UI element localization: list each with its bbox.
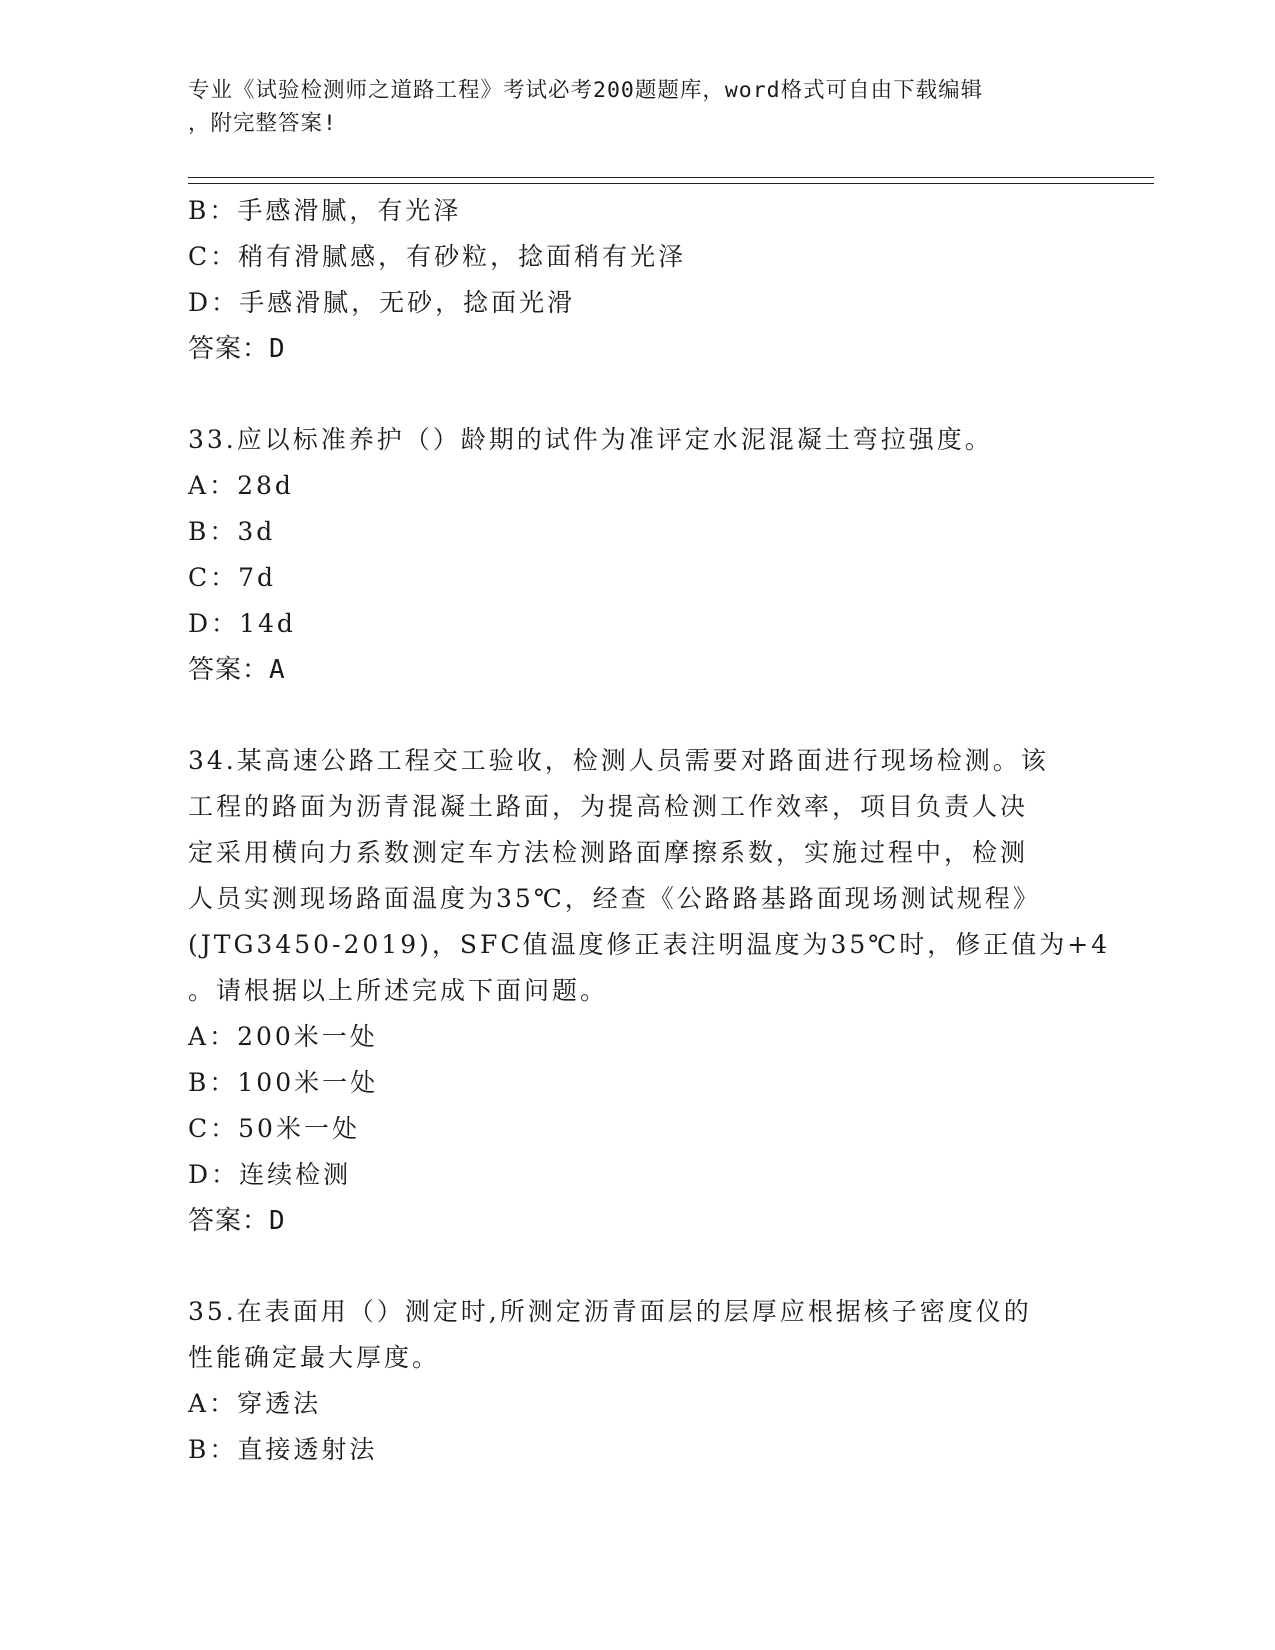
answer-line: 答案：D [188, 1206, 286, 1236]
spacer [188, 1244, 1088, 1289]
option-text: 手感滑腻，有光泽 [237, 196, 462, 225]
option-d: D：14d [188, 609, 296, 638]
option-text: 连续检测 [239, 1160, 352, 1189]
question-35 [188, 1289, 1088, 1473]
spacer [188, 372, 1088, 417]
option-text: 稍有滑腻感，有砂粒，捻面稍有光泽 [238, 242, 687, 271]
question-stem-line: 。请根据以上所述完成下面问题。 [188, 976, 609, 1005]
question-stem-line: 34.某高速公路工程交工验收，检测人员需要对路面进行现场检测。该 [188, 746, 1049, 775]
question-stem-line: 35.在表面用（）测定时,所测定沥青面层的层厚应根据核子密度仪的 [188, 1297, 1032, 1326]
option-text: 14d [239, 609, 296, 638]
document-header: 专业《试验检测师之道路工程》考试必考200题题库，word格式可自由下载编辑 ，附完整答案! [188, 78, 984, 136]
option-label: B [188, 1068, 210, 1097]
option-text: 3d [237, 517, 276, 546]
option-label: B [188, 1435, 210, 1464]
answer-line: 答案：D [188, 334, 286, 364]
option-a: A：28d [188, 471, 294, 500]
option-c: C：稍有滑腻感，有砂粒，捻面稍有光泽 [188, 242, 687, 271]
option-a: A：200米一处 [188, 1022, 378, 1051]
option-label: A [188, 1022, 210, 1051]
option-b: B：手感滑腻，有光泽 [188, 196, 462, 225]
option-b: B：100米一处 [188, 1068, 379, 1097]
option-text: 100米一处 [237, 1068, 379, 1097]
option-b: B：直接透射法 [188, 1435, 378, 1464]
option-text: 50米一处 [238, 1114, 360, 1143]
question-stem-line: 人员实测现场路面温度为35℃，经查《公路路基路面现场测试规程》 [188, 884, 1041, 913]
option-label: B [188, 196, 210, 225]
option-label: C [188, 242, 211, 271]
option-text: 7d [238, 563, 277, 592]
option-text: 手感滑腻，无砂，捻面光滑 [239, 288, 576, 317]
option-label: B [188, 517, 210, 546]
question-stem: 33.应以标准养护（）龄期的试件为准评定水泥混凝土弯拉强度。 [188, 425, 993, 454]
option-text: 穿透法 [237, 1389, 322, 1418]
option-label: A [188, 471, 210, 500]
question-stem-line: 工程的路面为沥青混凝土路面，为提高检测工作效率，项目负责人决 [188, 792, 1029, 821]
option-label: D [188, 1160, 212, 1189]
option-text: 200米一处 [237, 1022, 378, 1051]
option-text: 28d [237, 471, 294, 500]
option-text: 直接透射法 [237, 1435, 378, 1464]
prev-question [188, 188, 1088, 372]
option-label: A [188, 1389, 210, 1418]
question-content [188, 188, 1111, 1473]
option-c: C：50米一处 [188, 1114, 360, 1143]
question-stem-line: (JTG3450-2019)，SFC值温度修正表注明温度为35℃时，修正值为+4 [188, 930, 1111, 959]
spacer [188, 693, 1088, 738]
option-d: D：手感滑腻，无砂，捻面光滑 [188, 288, 576, 317]
question-34 [188, 738, 1111, 1244]
header-rule-bottom [188, 183, 1154, 184]
question-33 [188, 417, 1088, 693]
option-b: B：3d [188, 517, 276, 546]
header-rule-top [188, 177, 1154, 178]
question-stem-line: 性能确定最大厚度。 [188, 1343, 441, 1372]
option-a: A：穿透法 [188, 1389, 322, 1418]
option-label: D [188, 288, 212, 317]
option-d: D：连续检测 [188, 1160, 352, 1189]
question-stem-line: 定采用横向力系数测定车方法检测路面摩擦系数，实施过程中，检测 [188, 838, 1029, 867]
option-label: C [188, 563, 211, 592]
option-label: D [188, 609, 212, 638]
option-c: C：7d [188, 563, 277, 592]
option-label: C [188, 1114, 211, 1143]
answer-line: 答案：A [188, 655, 286, 685]
